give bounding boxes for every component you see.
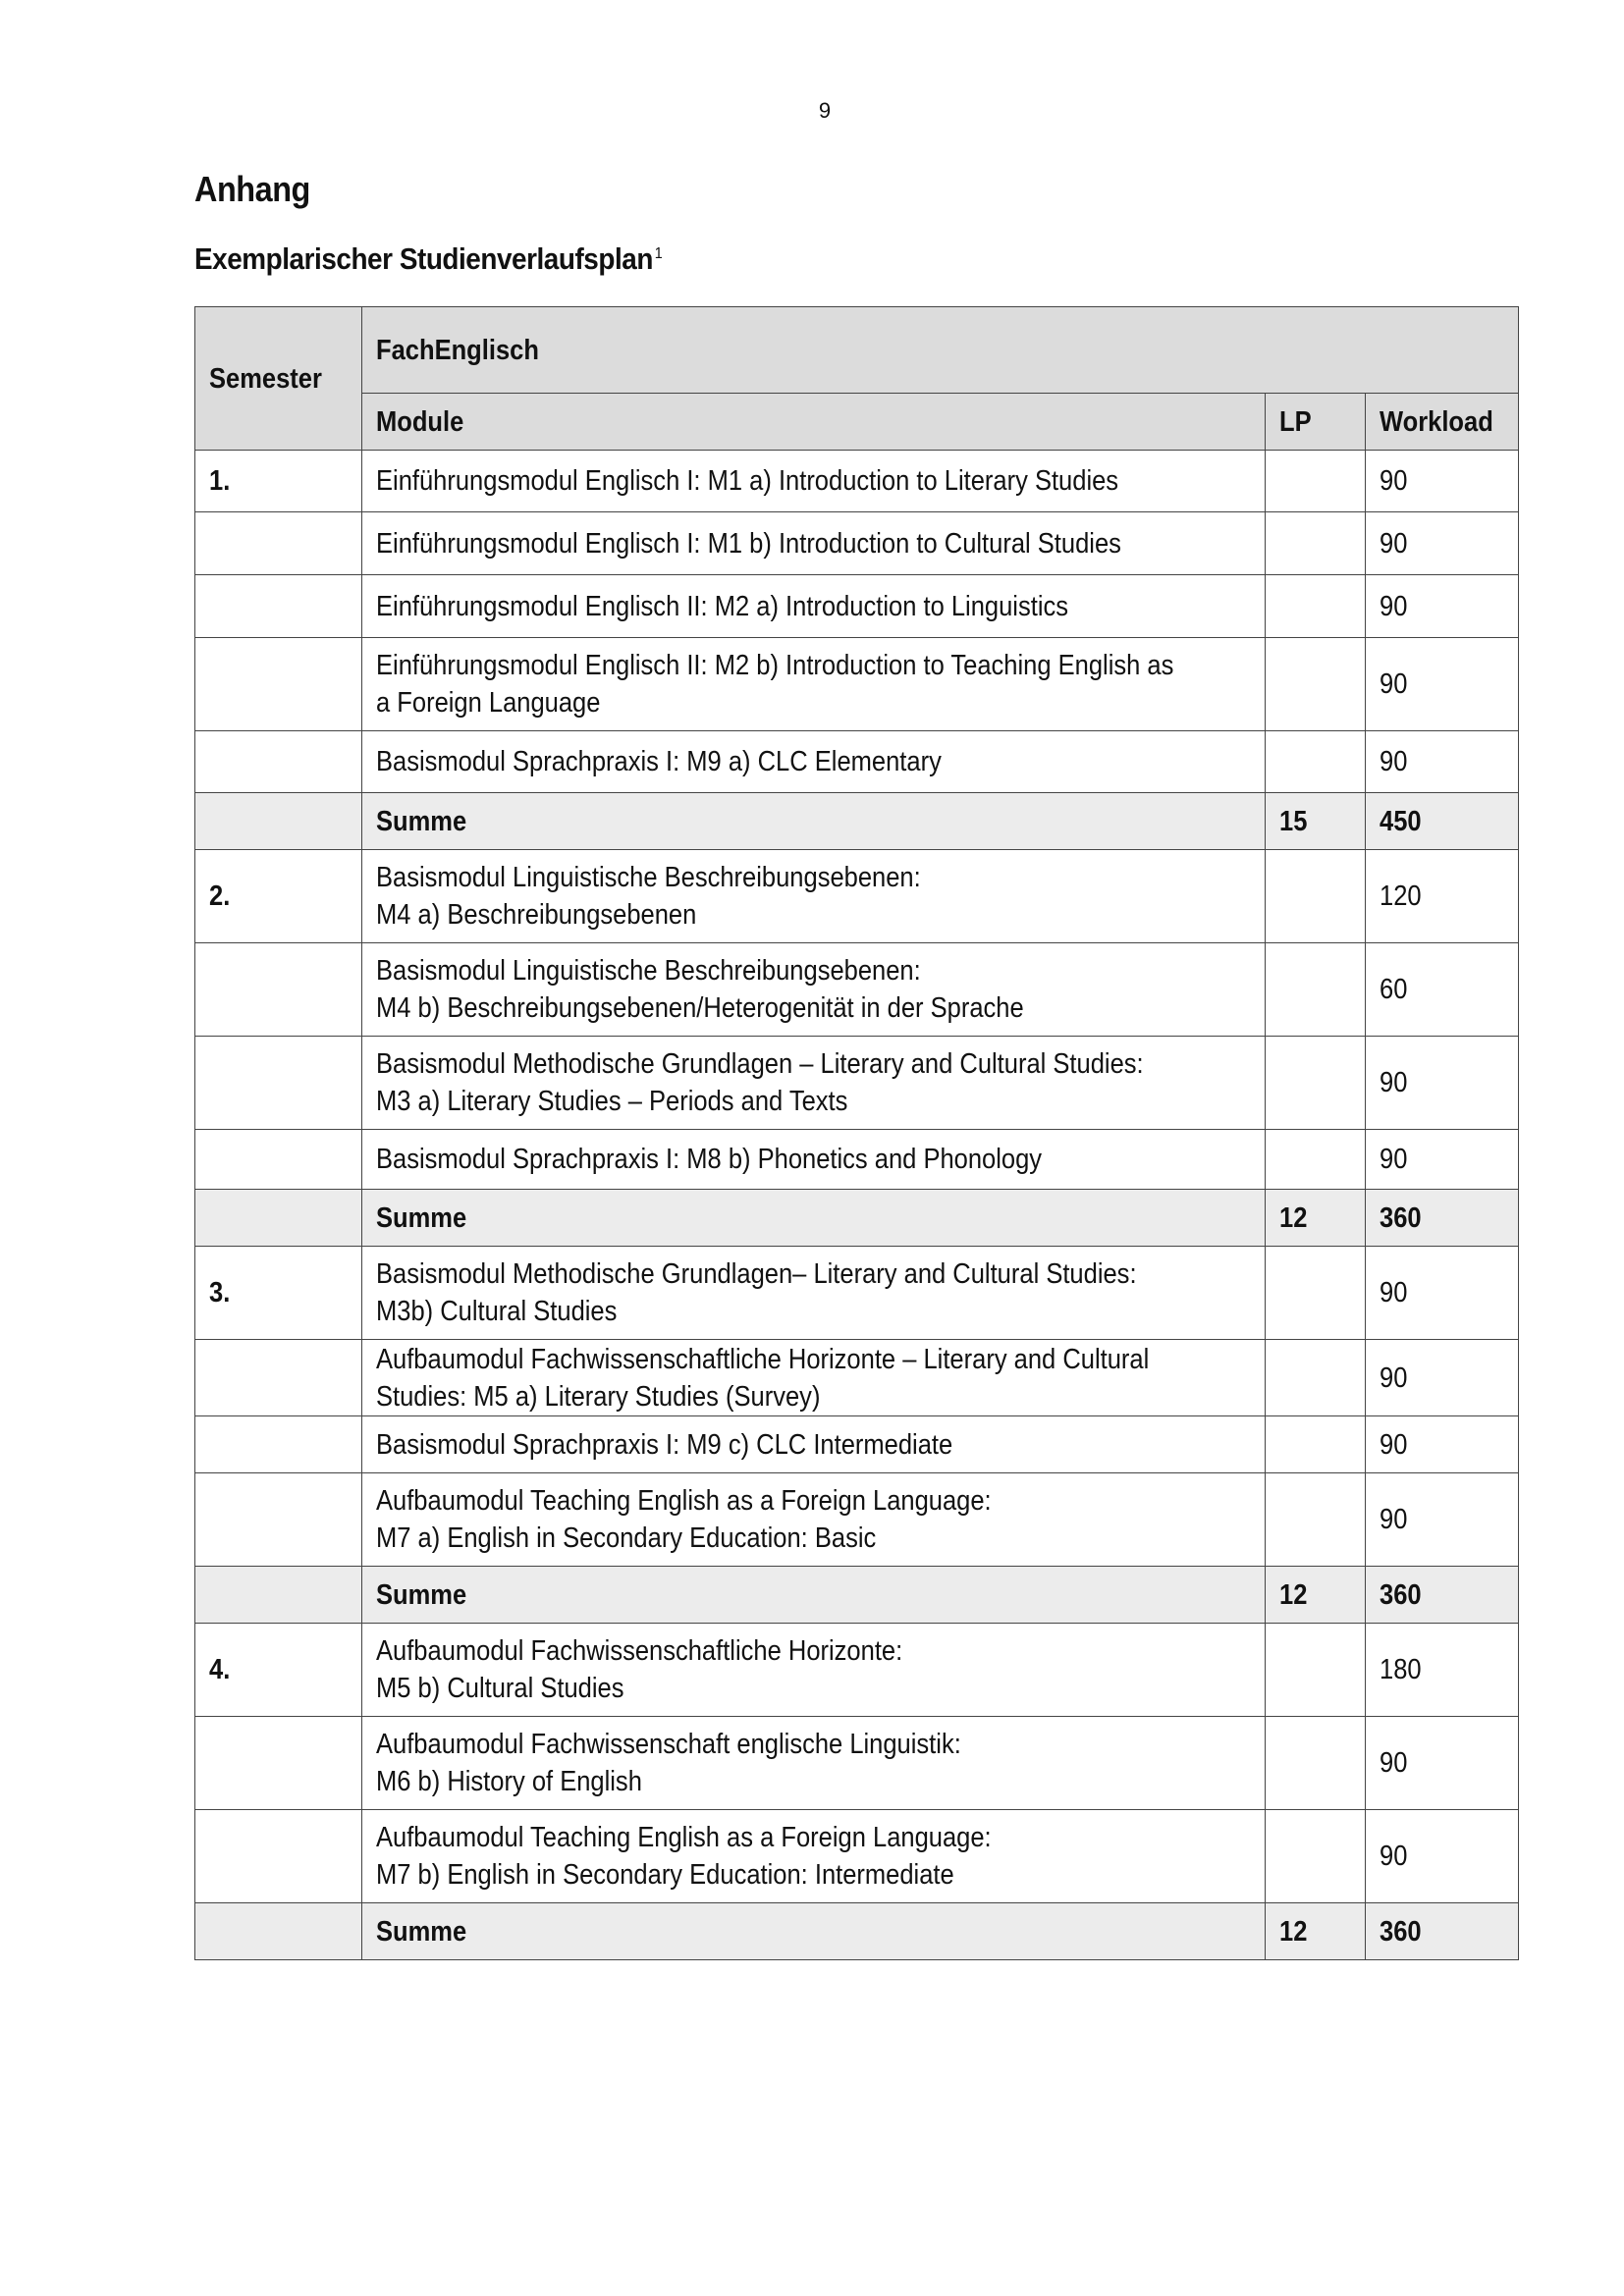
lp-cell (1266, 850, 1366, 943)
module-cell (362, 1624, 1266, 1717)
workload-cell: 90 (1366, 512, 1519, 575)
workload-cell: 90 (1366, 638, 1519, 731)
module-line: Einführungsmodul Englisch I: M1 b) Introduction to Cultural Studies (376, 527, 1121, 560)
semester-cell (195, 512, 362, 575)
module-line: M4 b) Beschreibungsebenen/Heterogenität in der Sprache (376, 992, 1024, 1024)
module-line: Einführungsmodul Englisch II: M2 b) Introduction to Teaching English as (376, 650, 1174, 681)
workload-cell: 90 (1366, 1340, 1519, 1416)
lp-cell (1266, 1810, 1366, 1903)
workload-cell: 60 (1366, 943, 1519, 1037)
semester-cell: 2. (195, 850, 362, 943)
semester-cell (195, 731, 362, 793)
module-row (195, 512, 1519, 575)
header-semester: Semester (195, 307, 362, 451)
header-workload: Workload (1366, 394, 1519, 451)
module-line: a Foreign Language (376, 687, 601, 719)
lp-cell (1266, 1473, 1366, 1567)
summary-lp: 15 (1266, 793, 1366, 850)
module-cell (362, 451, 1266, 512)
summary-row (195, 1567, 1519, 1624)
footnote-marker: 1 (654, 245, 663, 262)
summary-workload: 450 (1366, 793, 1519, 850)
module-cell (362, 1717, 1266, 1810)
module-row (195, 943, 1519, 1037)
workload-cell: 90 (1366, 1247, 1519, 1340)
module-cell (362, 1130, 1266, 1190)
module-row (195, 1717, 1519, 1810)
semester-cell: 3. (195, 1247, 362, 1340)
module-cell (362, 943, 1266, 1037)
module-cell (362, 1416, 1266, 1473)
workload-cell: 90 (1366, 575, 1519, 638)
workload-cell: 90 (1366, 1473, 1519, 1567)
subheading-text: Exemplarischer Studienverlaufsplan (194, 241, 653, 276)
module-line: M3b) Cultural Studies (376, 1296, 618, 1327)
module-line: Studies: M5 a) Literary Studies (Survey) (376, 1380, 821, 1413)
semester-cell (195, 575, 362, 638)
summary-label: Summe (362, 1190, 1266, 1247)
lp-cell (1266, 1416, 1366, 1473)
workload-cell: 90 (1366, 1416, 1519, 1473)
lp-cell (1266, 1624, 1366, 1717)
summary-semester-cell (195, 1190, 362, 1247)
module-line: Aufbaumodul Fachwissenschaft englische Linguistik: (376, 1729, 961, 1760)
study-plan-table (194, 306, 1519, 1960)
lp-cell (1266, 638, 1366, 731)
module-row (195, 731, 1519, 793)
module-line: Einführungsmodul Englisch II: M2 a) Introduction to Linguistics (376, 590, 1069, 622)
header-subject: FachEnglisch (362, 307, 1519, 394)
module-line: Einführungsmodul Englisch I: M1 a) Introduction to Literary Studies (376, 465, 1119, 497)
header-lp: LP (1266, 394, 1366, 451)
module-line: Aufbaumodul Fachwissenschaftliche Horizonte – Literary and Cultural (376, 1343, 1150, 1375)
lp-cell (1266, 1717, 1366, 1810)
module-row (195, 1340, 1519, 1416)
semester-cell (195, 638, 362, 731)
module-line: M5 b) Cultural Studies (376, 1673, 624, 1704)
module-row (195, 575, 1519, 638)
semester-cell: 4. (195, 1624, 362, 1717)
module-row (195, 1624, 1519, 1717)
workload-cell: 90 (1366, 1037, 1519, 1130)
summary-label: Summe (362, 1567, 1266, 1624)
workload-cell: 90 (1366, 1717, 1519, 1810)
module-line: M6 b) History of English (376, 1766, 642, 1797)
semester-cell (195, 943, 362, 1037)
module-row (195, 1473, 1519, 1567)
summary-semester-cell (195, 1903, 362, 1960)
lp-cell (1266, 1130, 1366, 1190)
lp-cell (1266, 451, 1366, 512)
section-heading: Anhang (194, 169, 310, 209)
page-number: 9 (818, 98, 832, 123)
module-line: Basismodul Linguistische Beschreibungsebenen: (376, 862, 921, 893)
module-cell (362, 1473, 1266, 1567)
lp-cell (1266, 731, 1366, 793)
module-cell (362, 1810, 1266, 1903)
module-line: M7 b) English in Secondary Education: Intermediate (376, 1859, 954, 1891)
module-row (195, 451, 1519, 512)
summary-lp: 12 (1266, 1567, 1366, 1624)
section-subheading (194, 241, 662, 277)
module-cell (362, 638, 1266, 731)
lp-cell (1266, 943, 1366, 1037)
summary-label: Summe (362, 793, 1266, 850)
module-cell (362, 1340, 1266, 1416)
module-line: Aufbaumodul Fachwissenschaftliche Horizonte: (376, 1635, 903, 1667)
workload-cell: 90 (1366, 451, 1519, 512)
header-module: Module (362, 394, 1266, 451)
module-line: M3 a) Literary Studies – Periods and Texts (376, 1086, 848, 1117)
module-cell (362, 850, 1266, 943)
workload-cell: 180 (1366, 1624, 1519, 1717)
summary-semester-cell (195, 1567, 362, 1624)
module-row (195, 1810, 1519, 1903)
module-row (195, 850, 1519, 943)
workload-cell: 120 (1366, 850, 1519, 943)
module-line: M4 a) Beschreibungsebenen (376, 899, 697, 931)
semester-cell (195, 1130, 362, 1190)
lp-cell (1266, 1247, 1366, 1340)
summary-lp: 12 (1266, 1903, 1366, 1960)
module-line: Basismodul Sprachpraxis I: M9 a) CLC Elementary (376, 746, 942, 777)
semester-cell (195, 1340, 362, 1416)
module-row (195, 1247, 1519, 1340)
module-line: Basismodul Methodische Grundlagen – Literary and Cultural Studies: (376, 1048, 1144, 1080)
semester-cell (195, 1037, 362, 1130)
lp-cell (1266, 512, 1366, 575)
semester-cell (195, 1473, 362, 1567)
module-row (195, 1130, 1519, 1190)
module-line: Basismodul Methodische Grundlagen– Literary and Cultural Studies: (376, 1258, 1137, 1290)
workload-cell: 90 (1366, 1130, 1519, 1190)
module-line: Basismodul Sprachpraxis I: M8 b) Phonetics and Phonology (376, 1144, 1043, 1175)
module-cell (362, 512, 1266, 575)
semester-cell: 1. (195, 451, 362, 512)
module-cell (362, 575, 1266, 638)
summary-row (195, 1190, 1519, 1247)
summary-workload: 360 (1366, 1903, 1519, 1960)
summary-workload: 360 (1366, 1567, 1519, 1624)
module-cell (362, 1247, 1266, 1340)
workload-cell: 90 (1366, 731, 1519, 793)
semester-cell (195, 1810, 362, 1903)
semester-cell (195, 1416, 362, 1473)
module-row (195, 1416, 1519, 1473)
lp-cell (1266, 575, 1366, 638)
module-row (195, 638, 1519, 731)
module-cell (362, 1037, 1266, 1130)
module-row (195, 1037, 1519, 1130)
module-line: Aufbaumodul Teaching English as a Foreign Language: (376, 1822, 992, 1853)
summary-label: Summe (362, 1903, 1266, 1960)
module-line: Basismodul Sprachpraxis I: M9 c) CLC Intermediate (376, 1428, 953, 1461)
module-line: Aufbaumodul Teaching English as a Foreign Language: (376, 1485, 992, 1517)
module-cell (362, 731, 1266, 793)
module-line: Basismodul Linguistische Beschreibungsebenen: (376, 955, 921, 987)
lp-cell (1266, 1037, 1366, 1130)
summary-workload: 360 (1366, 1190, 1519, 1247)
module-line: M7 a) English in Secondary Education: Basic (376, 1522, 877, 1554)
summary-row (195, 1903, 1519, 1960)
summary-row (195, 793, 1519, 850)
summary-lp: 12 (1266, 1190, 1366, 1247)
summary-semester-cell (195, 793, 362, 850)
workload-cell: 90 (1366, 1810, 1519, 1903)
semester-cell (195, 1717, 362, 1810)
lp-cell (1266, 1340, 1366, 1416)
